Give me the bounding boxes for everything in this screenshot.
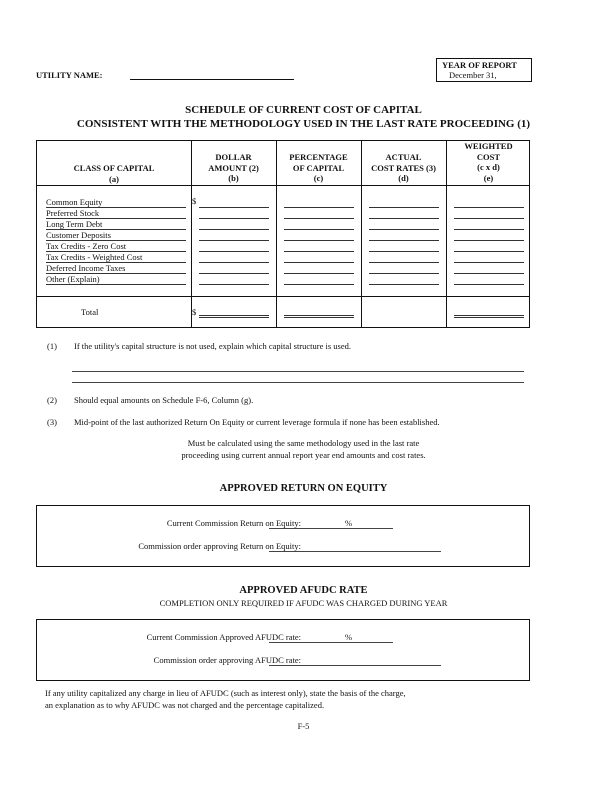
weighted-cost-cell[interactable]	[454, 273, 524, 274]
percentage-cell[interactable]	[284, 218, 354, 219]
header-actual-cost-rates: ACTUAL COST RATES (3) (d)	[371, 152, 436, 183]
percentage-cell[interactable]	[284, 229, 354, 230]
row-label-tax-credits-weighted: Tax Credits - Weighted Cost	[46, 252, 143, 262]
afudc-percent-symbol: %	[345, 632, 353, 642]
percentage-cell[interactable]	[284, 273, 354, 274]
dollar-amount-cell[interactable]	[199, 207, 269, 208]
dollar-amount-cell[interactable]	[199, 218, 269, 219]
row-label-customer-deposits: Customer Deposits	[46, 230, 111, 240]
utility-name-field[interactable]	[130, 79, 294, 80]
roe-percent-symbol: %	[345, 518, 353, 528]
cost-rate-cell[interactable]	[369, 262, 439, 263]
footer-note: an explanation as to why AFUDC was not charged and the percentage capitalized.	[45, 700, 325, 710]
roe-current-field[interactable]	[269, 528, 393, 529]
dollar-amount-cell[interactable]	[199, 262, 269, 263]
utility-name-label: UTILITY NAME:	[36, 70, 103, 80]
total-currency-symbol: $	[192, 307, 197, 317]
explanation-line[interactable]	[72, 371, 524, 372]
afudc-subtitle: COMPLETION ONLY REQUIRED IF AFUDC WAS CHARGED DURING YEAR	[159, 598, 448, 608]
weighted-cost-cell[interactable]	[454, 229, 524, 230]
afudc-order-field[interactable]	[269, 665, 441, 666]
row-underline	[46, 284, 186, 285]
weighted-cost-cell[interactable]	[454, 207, 524, 208]
dollar-amount-cell[interactable]	[199, 273, 269, 274]
cost-rate-cell[interactable]	[369, 207, 439, 208]
total-dollar-amount-cell[interactable]	[199, 315, 269, 318]
header-class-of-capital: CLASS OF CAPITAL (a)	[73, 163, 155, 184]
roe-section-title: APPROVED RETURN ON EQUITY	[219, 483, 388, 494]
row-label-other: Other (Explain)	[46, 274, 100, 284]
roe-order-label: Commission order approving Return on Equity:	[138, 541, 301, 551]
percentage-cell[interactable]	[284, 284, 354, 285]
afudc-order-label: Commission order approving AFUDC rate:	[153, 655, 301, 665]
afudc-current-label: Current Commission Approved AFUDC rate:	[146, 632, 301, 642]
note-text: Mid-point of the last authorized Return On Equity or current leverage formula if none has been established.	[74, 417, 440, 427]
cost-rate-cell[interactable]	[369, 273, 439, 274]
dollar-amount-cell[interactable]	[199, 240, 269, 241]
cost-rate-cell[interactable]	[369, 284, 439, 285]
note-number: (2)	[47, 395, 57, 405]
total-divider	[37, 296, 529, 297]
row-label-tax-credits-zero: Tax Credits - Zero Cost	[46, 241, 127, 251]
cost-of-capital-table	[36, 140, 530, 328]
weighted-cost-cell[interactable]	[454, 251, 524, 252]
afudc-section-title: APPROVED AFUDC RATE	[239, 585, 368, 596]
row-label-long-term-debt: Long Term Debt	[46, 219, 103, 229]
year-of-report-box	[436, 58, 532, 82]
explanation-line[interactable]	[72, 382, 524, 383]
row-label-deferred-income-taxes: Deferred Income Taxes	[46, 263, 126, 273]
dollar-amount-cell[interactable]	[199, 251, 269, 252]
row-label-common-equity: Common Equity	[46, 197, 103, 207]
methodology-note: proceeding using current annual report year end amounts and cost rates.	[181, 450, 426, 460]
header-dollar-amount: DOLLAR AMOUNT (2) (b)	[208, 152, 259, 183]
percentage-cell[interactable]	[284, 240, 354, 241]
header-weighted-cost: WEIGHTED COST (c x d) (e)	[464, 141, 513, 183]
row-underline	[46, 240, 186, 241]
dollar-amount-cell[interactable]	[199, 229, 269, 230]
weighted-cost-cell[interactable]	[454, 218, 524, 219]
currency-symbol: $	[192, 196, 197, 206]
row-underline	[46, 229, 186, 230]
row-underline	[46, 273, 186, 274]
weighted-cost-cell[interactable]	[454, 240, 524, 241]
footer-note: If any utility capitalized any charge in lieu of AFUDC (such as interest only), state the basis of the charge,	[45, 688, 406, 698]
header-divider	[37, 185, 529, 186]
year-of-report-label: YEAR OF REPORT	[442, 60, 517, 70]
row-underline	[46, 218, 186, 219]
percentage-cell[interactable]	[284, 207, 354, 208]
row-label-preferred-stock: Preferred Stock	[46, 208, 100, 218]
cost-rate-cell[interactable]	[369, 251, 439, 252]
note-number: (3)	[47, 417, 57, 427]
row-underline	[46, 207, 186, 208]
weighted-cost-cell[interactable]	[454, 284, 524, 285]
total-label: Total	[81, 307, 99, 317]
page-number: F-5	[297, 721, 310, 731]
afudc-current-field[interactable]	[269, 642, 393, 643]
roe-order-field[interactable]	[269, 551, 441, 552]
cost-rate-cell[interactable]	[369, 240, 439, 241]
page-title: SCHEDULE OF CURRENT COST OF CAPITAL	[185, 104, 422, 116]
note-text: Should equal amounts on Schedule F-6, Column (g).	[74, 395, 254, 405]
total-weighted-cost-cell[interactable]	[454, 315, 524, 318]
header-percentage-of-capital: PERCENTAGE OF CAPITAL (c)	[289, 152, 348, 183]
roe-box	[36, 505, 530, 567]
percentage-cell[interactable]	[284, 251, 354, 252]
cost-rate-cell[interactable]	[369, 229, 439, 230]
total-percentage-cell[interactable]	[284, 315, 354, 318]
cost-rate-cell[interactable]	[369, 218, 439, 219]
year-of-report-date: December 31,	[449, 70, 497, 80]
dollar-amount-cell[interactable]	[199, 284, 269, 285]
percentage-cell[interactable]	[284, 262, 354, 263]
afudc-box	[36, 619, 530, 681]
row-underline	[46, 251, 186, 252]
weighted-cost-cell[interactable]	[454, 262, 524, 263]
note-text: If the utility's capital structure is not used, explain which capital structure is used.	[74, 341, 352, 351]
note-number: (1)	[47, 341, 57, 351]
roe-current-label: Current Commission Return on Equity:	[166, 518, 301, 528]
row-underline	[46, 262, 186, 263]
page-subtitle: CONSISTENT WITH THE METHODOLOGY USED IN THE LAST RATE PROCEEDING (1)	[76, 118, 531, 130]
methodology-note: Must be calculated using the same methodology used in the last rate	[187, 438, 420, 448]
